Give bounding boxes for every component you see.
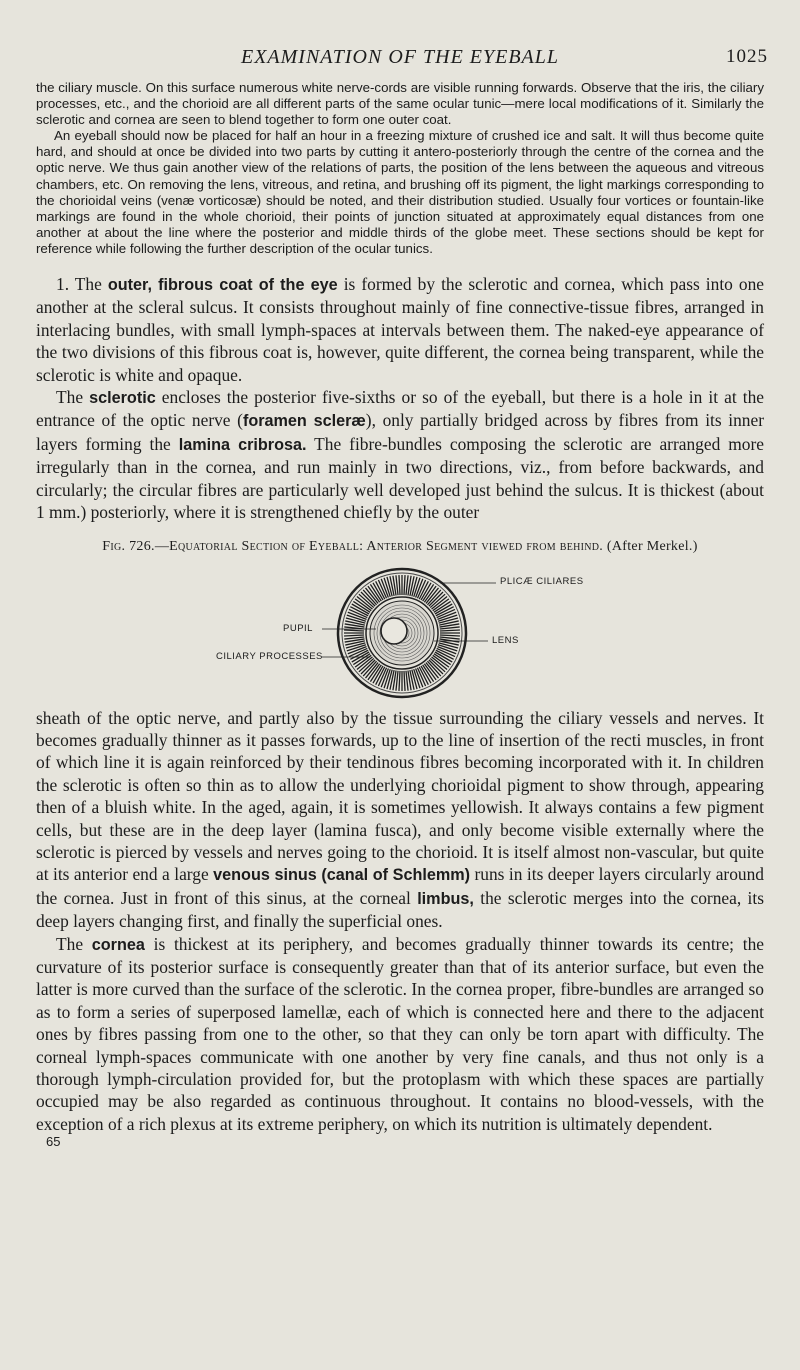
body-text-top (36, 273, 764, 523)
intro-paragraph-2: An eyeball should now be placed for half an hour in a freezing mixture of crushed ice and salt. It will thus become quite hard, and should at once be divided into two parts by cutting it antero-posteriorly through the centre of the cornea and the optic nerve. We thus gain another view of the relations of parts, the position of the lens between the aqueous and vitreous chambers, etc. On removing the lens, vitreous, and retina, and brushing off its pigment, the light markings corresponding to the chorioidal veins (venæ vorticosæ) should be noted, and their distribution studied. Usually four vortices or fountain-like markings are found in the whole chorioid, their points of junction situated at approximately equal distances from one another at about the line where the posterior and middle thirds of the globe meet. These sections should be kept for reference while following the further description of the ocular tunics. (36, 128, 764, 256)
running-header (36, 46, 768, 80)
term-cornea: cornea (91, 935, 145, 954)
page (36, 46, 768, 1150)
intro-paragraph-1: the ciliary muscle. On this surface numerous white nerve-cords are visible running forwards. Observe that the iris, the ciliary processes, etc., and the chorioid are all different parts of the same ocular tunic—mere local modifications of it. Similarly the sclerotic and cornea are seen to blend together to form one outer coat. (36, 80, 764, 128)
paragraph-sclerotic: The sclerotic encloses the posterior five-sixths or so of the eyeball, but there is a hole in it at the entrance of the optic nerve (foramen scleræ), only partially bridged across by fibres from its inner layers forming the lamina cribrosa. The fibre-bundles composing the sclerotic are arranged more irregularly than in the cornea, and run mainly in two directions, viz., from before backwards, and circularly; the circular fibres are particularly well developed just behind the sulcus. It is thickest (about 1 mm.) posteriorly, where it is strengthened chiefly by the outer (36, 387, 764, 523)
figure-caption-text: Fig. 726.—Equatorial Section of Eyeball: Anterior Segment viewed from behind. (102, 538, 604, 554)
label-lens: LENS (492, 634, 519, 646)
small-print-block (36, 80, 764, 257)
paragraph-sheath: sheath of the optic nerve, and partly also by the tissue surrounding the ciliary vessels and nerves. It becomes gradually thinner as it passes forwards, up to the line of insertion of the recti muscles, in front of which line it is again reinforced by their tendinous fibres becoming incorporated with it. In children the sclerotic is often so thin as to allow the underlying chorioidal pigment to show through, appearing then of a bluish white. In the aged, again, it is sometimes yellowish. It always contains a few pigment cells, but these are in the deep layer (lamina fusca), and only become visible externally where the sclerotic is pierced by vessels and nerves going to the chorioid. It is itself almost non-vascular, but quite at its anterior end a large venous sinus (canal of Schlemm) runs in its deeper layers circularly around the cornea. Just in front of this sinus, at the corneal limbus, the sclerotic merges into the cornea, its deep layers changing first, and finally the superficial ones. (36, 707, 764, 932)
paragraph-outer-coat: 1. The outer, fibrous coat of the eye is formed by the sclerotic and cornea, which pass into one another at the scleral sulcus. It consists throughout mainly of fine connective-tissue fibres, arranged in interlacing bundles, with small lymph-spaces at intervals between them. The naked-eye appearance of the two divisions of this fibrous coat is, however, quite different, the cornea being transparent, while the sclerotic is white and opaque. (36, 274, 765, 385)
figure-caption (60, 538, 740, 555)
paragraph-cornea: The cornea is thickest at its periphery, and becomes gradually thinner towards its centre; the curvature of its posterior surface is consequently greater than that of its anterior surface, but even the latter is more curved than the surface of the sclerotic. In the cornea proper, fibre-bundles are arranged so as to form a series of superposed lamellæ, each of which is connected here and there to the adjacent ones by fibres passing from one to the other, so that they can only be torn apart with difficulty. The corneal lymph-spaces communicate with one another by very fine canals, and thus not only is a thorough lymph-circulation provided for, but the protoplasm with which these spaces are partially occupied may be also regarded as continuous throughout. It contains no blood-vessels, with the exception of a rich plexus at its extreme periphery, on which its nutrition is ultimately dependent. (36, 933, 764, 1134)
label-plicae-ciliares: PLICÆ CILIARES (500, 575, 584, 587)
term-limbus: limbus, (417, 889, 474, 908)
label-ciliary-processes: CILIARY PROCESSES (216, 650, 323, 662)
term-sclerotic: sclerotic (89, 389, 156, 408)
body-text-bottom (36, 707, 764, 1136)
running-title: EXAMINATION OF THE EYEBALL (240, 46, 560, 68)
figure-credit: (After Merkel.) (606, 538, 698, 554)
term-foramen-sclerae: foramen scleræ (242, 412, 366, 431)
figure-726 (36, 561, 764, 701)
term-venous-sinus: venous sinus (canal of Schlemm) (213, 866, 471, 885)
term-lamina-cribrosa: lamina cribrosa. (178, 435, 307, 454)
term-outer-fibrous-coat: outer, fibrous coat of the eye (107, 276, 338, 295)
signature-mark: 65 (46, 1134, 61, 1150)
label-pupil: PUPIL (283, 622, 313, 634)
page-number: 1025 (726, 46, 768, 67)
eyeball-section-illustration (36, 561, 764, 701)
